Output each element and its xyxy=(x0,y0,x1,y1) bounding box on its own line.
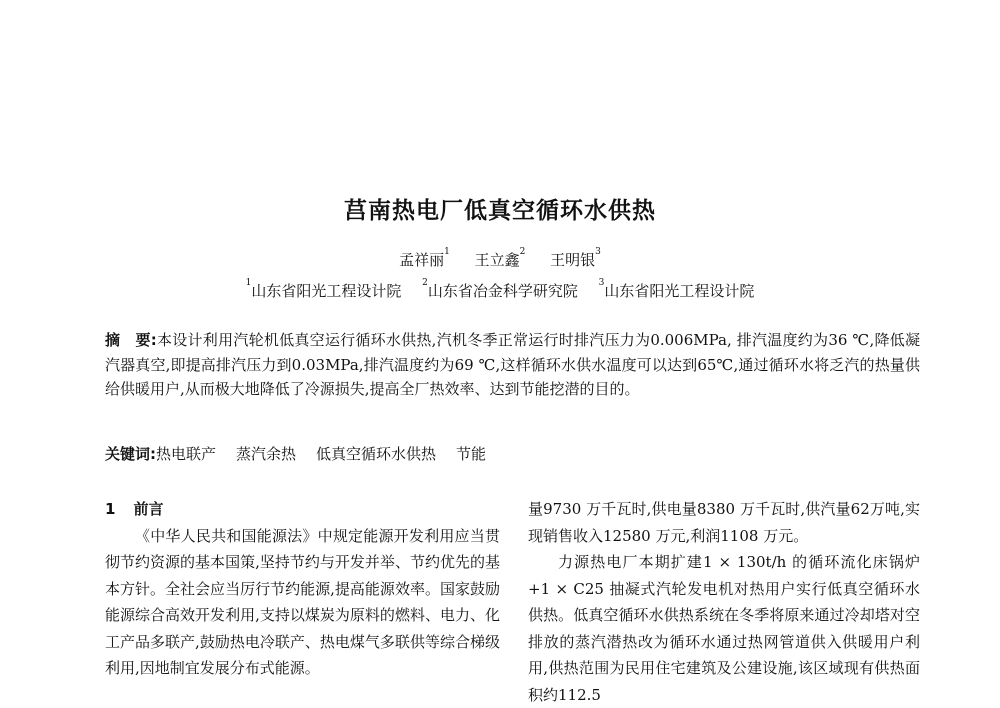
body-paragraph: 力源热电厂本期扩建1 × 130t/h 的循环流化床锅炉+1 × C25 抽凝式汽轮发电机对热用户实行低真空循环水供热。低真空循环水供热系统在冬季将原来通过冷却塔对空排放的蒸汽潜热改为循环水通过热网管道供入供暖用户利用,供热范围为民用住宅建筑及公建设施,该区域现有供热面积约112.5 xyxy=(528,553,920,704)
keywords xyxy=(105,442,920,466)
affiliation: $^2$山东省冶金科学研究院 xyxy=(422,278,578,300)
keywords-label: 关键词: xyxy=(105,445,156,463)
keyword: 节能 xyxy=(456,445,487,463)
section-number: 1 xyxy=(105,500,116,518)
section-heading xyxy=(105,496,500,523)
affiliation-list xyxy=(0,280,1000,301)
abstract-label: 摘 要: xyxy=(105,331,157,349)
author: 王明银$^3$ xyxy=(550,247,601,269)
body-paragraph: 量9730 万千瓦时,供电量8380 万千瓦时,供汽量62万吨,实现销售收入12580 万元,利润1108 万元。 xyxy=(528,500,920,545)
author: 孟祥丽$^1$ xyxy=(399,247,450,269)
keyword: 蒸汽余热 xyxy=(236,445,297,463)
right-column xyxy=(528,496,920,708)
body-paragraph: 《中华人民共和国能源法》中规定能源开发利用应当贯彻节约资源的基本国策,坚持节约与开发并举、节约优先的基本方针。全社会应当厉行节约能源,提高能源效率。国家鼓励能源综合高效开发利用,支持以煤炭为原料的燃料、电力、化工产品多联产,鼓励热电冷联产、热电煤气多联供等综合梯级利用,因地制宜发展分布式能源。 xyxy=(105,526,500,677)
left-column xyxy=(105,496,500,682)
affiliation: $^3$山东省阳光工程设计院 xyxy=(598,278,755,300)
keyword: 低真空循环水供热 xyxy=(316,445,437,463)
abstract-text: 本设计利用汽轮机低真空运行循环水供热,汽机冬季正常运行时排汽压力为0.006MPa, 排汽温度约为36 ℃,降低凝汽器真空,即提高排汽压力到0.03MPa,排汽温度约为69 ℃,这样循环水供水温度可以达到65℃,通过循环水将乏汽的热量供给供暖用户,从而极大地降低了冷源损失,提高全厂热效率、达到节能挖潜的目的。 xyxy=(105,331,921,398)
abstract xyxy=(105,328,920,402)
keyword: 热电联产 xyxy=(156,445,217,463)
author-list xyxy=(0,249,1000,270)
section-title: 前言 xyxy=(133,500,164,518)
author: 王立鑫$^2$ xyxy=(474,247,526,269)
paper-title: 莒南热电厂低真空循环水供热 xyxy=(344,198,656,224)
affiliation: $^1$山东省阳光工程设计院 xyxy=(245,278,402,300)
